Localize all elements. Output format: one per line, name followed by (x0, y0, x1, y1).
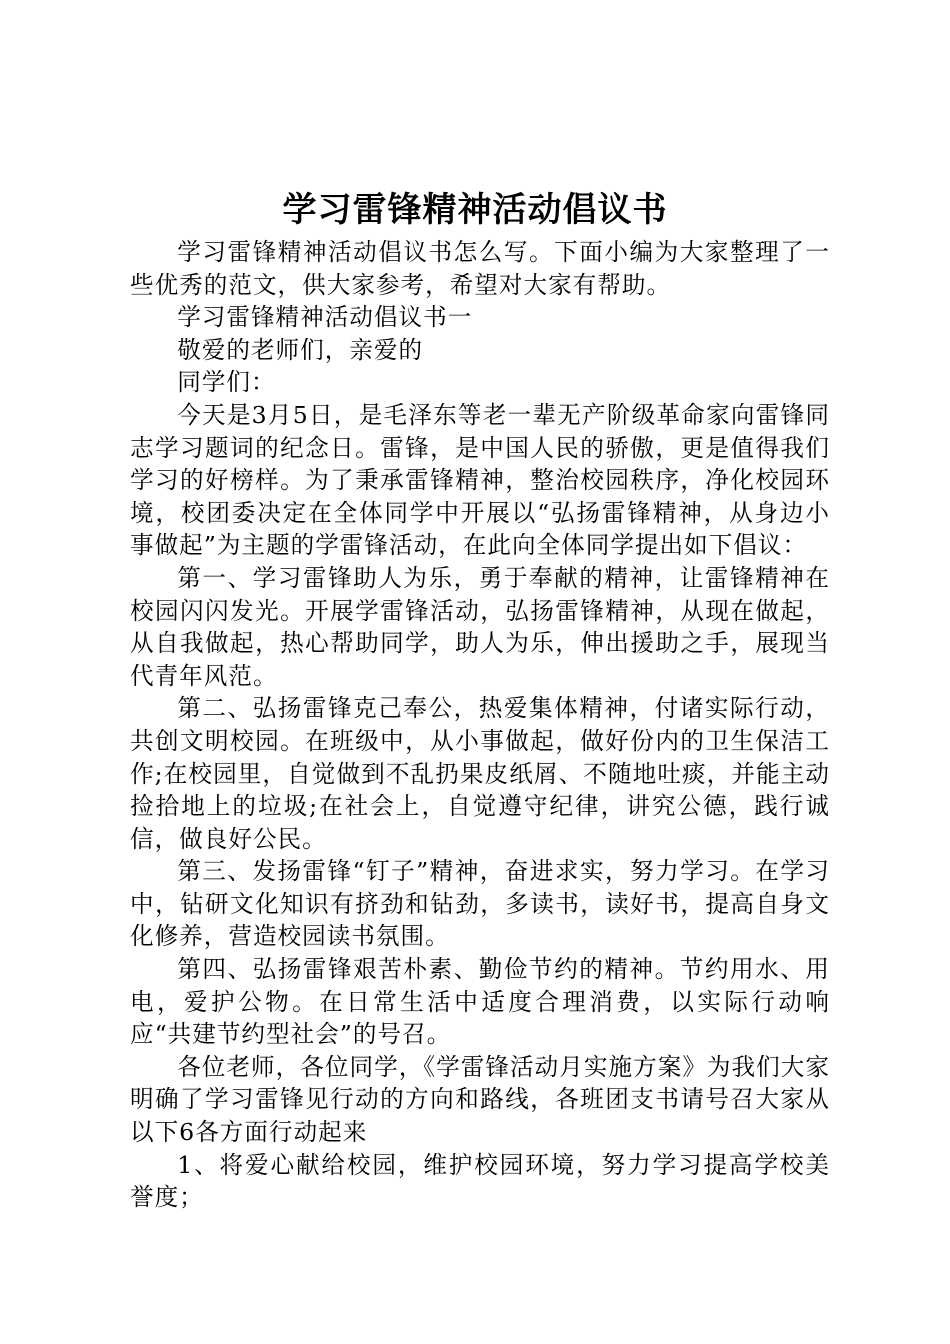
salutation-line-2: 同学们： (177, 368, 276, 397)
closing-paragraph: 各位老师，各位同学，《学雷锋活动月实施方案》为我们大家明确了学习雷锋见行动的方向和路线，各班团支书请号召大家从以下6各方面行动起来 (130, 1052, 830, 1147)
salutation-line: 敬爱的老师们，亲爱的 (177, 335, 424, 364)
proposal-paragraph-3: 第三、发扬雷锋“钉子”精神，奋进求实，努力学习。在学习中，钻研文化知识有挤劲和钻劲，多读书，读好书，提高自身文化修养，营造校园读书氛围。 (130, 857, 830, 951)
proposal-paragraph-4: 第四、弘扬雷锋艰苦朴素、勤俭节约的精神。节约用水、用电，爱护公物。在日常生活中适度合理消费，以实际行动响应“共建节约型社会”的号召。 (130, 955, 830, 1049)
list-item: 1、将爱心献给校园，维护校园环境，努力学习提高学校美誉度； (130, 1150, 830, 1212)
section-heading: 学习雷锋精神活动倡议书一 (177, 303, 473, 332)
body-paragraph: 今天是3月5日，是毛泽东等老一辈无产阶级革命家向雷锋同志学习题词的纪念日。雷锋，是中国人民的骄傲，更是值得我们学习的好榜样。为了秉承雷锋精神，整治校园秩序，净化校园环境，校团委决定在全体同学中开展以“弘扬雷锋精神，从身边小事做起”为主题的学雷锋活动，在此向全体同学提出如下倡议： (130, 400, 830, 560)
document-body (130, 236, 830, 1214)
intro-paragraph: 学习雷锋精神活动倡议书怎么写。下面小编为大家整理了一些优秀的范文，供大家参考，希望对大家有帮助。 (130, 238, 830, 299)
proposal-paragraph-1: 第一、学习雷锋助人为乐，勇于奉献的精神，让雷锋精神在校园闪闪发光。开展学雷锋活动，弘扬雷锋精神，从现在做起，从自我做起，热心帮助同学，助人为乐，伸出援助之手，展现当代青年风范。 (130, 563, 830, 690)
document-title: 学习雷锋精神活动倡议书 (282, 190, 668, 230)
proposal-paragraph-2: 第二、弘扬雷锋克己奉公，热爱集体精神，付诸实际行动，共创文明校园。在班级中，从小事做起，做好份内的卫生保洁工作;在校园里，自觉做到不乱扔果皮纸屑、不随地吐痰，并能主动捡拾地上的垃圾;在社会上，自觉遵守纪律，讲究公德，践行诚信，做良好公民。 (130, 694, 830, 853)
